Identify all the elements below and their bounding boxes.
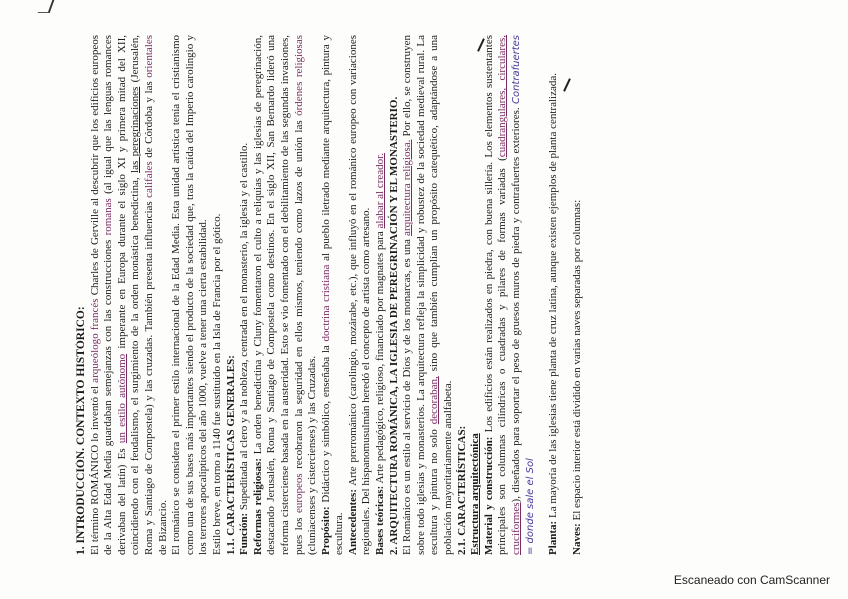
section-title-architecture: 2. ARQUITECTURA ROMÁNICA, LA IGLESIA DE PEREGRINACIÓN Y EL MONASTERIO.	[387, 96, 400, 555]
paragraph-architecture: El Románico es un estilo al servicio de Dios y de los monarcas, es una arquitectura religiosa. Por ello, se construyen sobre todo iglesias y monasterios. La arquitectura refleja la simplicidad y robustez de la sociedad medieval rural. La escultura y pintura no solo decoraban, sino que también cumplían un propósito catequético, adaptándose a una población mayoritariamente analfabeta.	[401, 35, 455, 555]
intro-paragraph-1: El término ROMÁNICO lo inventó el arqueólogo francés Charles de Gerville al descubrir que los edificios europeos de la Alta Edad Media guardaban semejanzas con las construcciones romanas (al igual que las lenguas romances derivaban del latín) Es un estilo autónomo imperante en Europa durante el siglo XI y primera mitad del XII, coincidiendo con el feudalismo, el surgimiento de la orden monástica benedictina, las peregrinaciones (Jerusalén, Roma y Santiago de Compostela) y las cruzadas. También presenta influencias califales de Córdoba y las orientales de Bizancio.	[88, 35, 169, 555]
section-title-general: 1.1. CARACTERÍSTICAS GENERALES:	[224, 355, 237, 555]
handwritten-note: Contrafuertes = donde sale el Sol	[511, 35, 536, 555]
section-title-characteristics: 2.1. CARACTERÍSTICAS:	[455, 425, 468, 555]
paragraph-planta: Planta: La mayoría de las iglesias tiene planta de cruz latina, aunque existen ejemplos de planta centralizada.	[547, 73, 560, 555]
paragraph-antecedentes: Antecedentes: Arte prerrománico (carolingio, mozárabe, etc.), que influyó en el románico europeo con variaciones regionales. Del hispanomusulmán heredó el concepto de artista como artesano.	[346, 35, 373, 555]
paragraph-bases: Bases teóricas: Arte pedagógico, religioso, financiado por magnates para alabar al creador.	[374, 153, 387, 555]
camscanner-watermark: Escaneado con CamScanner	[673, 573, 830, 587]
section-title-intro: 1. INTRODUCCIÓN. CONTEXTO HISTÓRICO:	[75, 306, 87, 555]
subsection-structure: Estructura arquitectónica	[469, 433, 482, 555]
intro-paragraph-2: El románico se considera el primer estilo internacional de la Edad Media. Esta unidad artística tenía el cristianismo como una de sus bases más importantes siendo el producto de la sociedad que, tras la caída del Imperio carolingio y los terrores apocalípticos del año 1000, vuelve a tener una cierta estabilidad.	[170, 35, 210, 555]
rotated-document-page	[75, 35, 785, 555]
intro-paragraph-3: Estilo breve, en torno a 1140 fue sustituido en la Isla de Francia por el gótico.	[210, 213, 223, 555]
paragraph-material: Material y construcción: Los edificios están realizados en piedra, con buena sillería. Los elementos sustentantes principales son columnas cilíndricas o cuadradas y pilares de formas variadas (cuadrangulares, circulares, cruciformes), diseñados para soportar el peso de gruesos muros de piedra y contrafuertes exteriores. Contrafuertes = donde sale el Sol	[482, 35, 536, 555]
paragraph-reformas: Reformas religiosas: La orden benedictina y Cluny fomentaron el culto a reliquias y las iglesias de peregrinación, destacando Jerusalén, Roma y Santiago de Compostela como destinos. En el siglo XII, San Bernardo lideró una reforma cisterciense basada en la austeridad. Esto se vio fomentado con el debilitamiento de las segundas invasiones, pues los europeos recobraron la seguridad en ellos mismos, teniendo como lazos de unión las órdenes religiosas (cluniacenses y cistercienses) y las Cruzadas.	[251, 35, 319, 555]
paragraph-naves: Naves: El espacio interior está dividido en varias naves separadas por columnas:	[570, 199, 583, 555]
scan-corner-mark	[38, 0, 55, 13]
paragraph-funcion: Función: Supeditada al clero y a la nobleza, centrada en el monasterio, la iglesia y el castillo.	[238, 142, 251, 555]
paragraph-proposito: Propósito: Didáctico y simbólico, enseñaba la doctrina cristiana al pueblo iletrado mediante arquitectura, pintura y escultura.	[319, 35, 346, 555]
